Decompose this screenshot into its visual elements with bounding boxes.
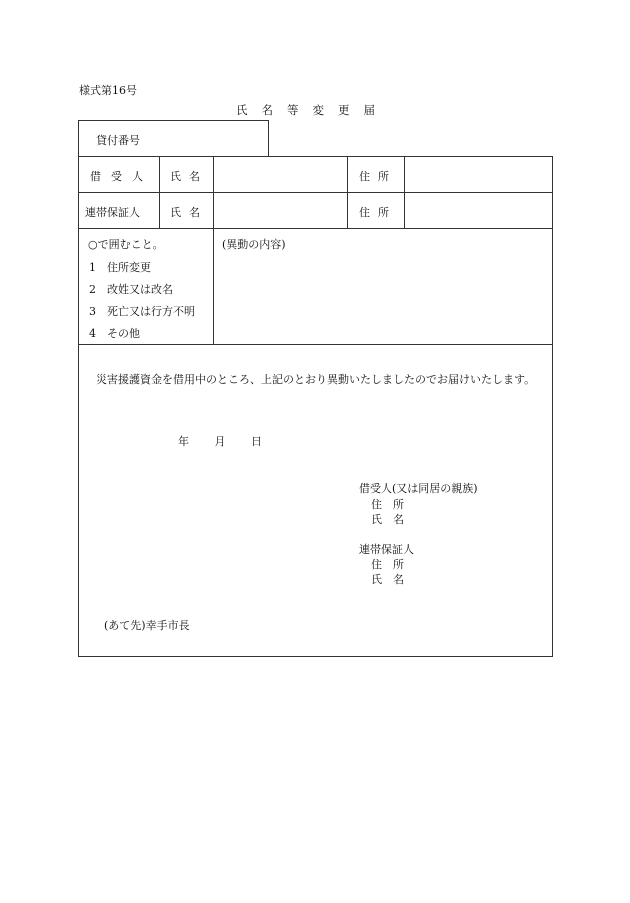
statement-text: 災害援護資金を借用中のところ、上記のとおり異動いたしましたのでお届けいたします。 — [96, 373, 536, 386]
change-option-1[interactable]: 1 住所変更 — [89, 261, 151, 274]
guarantor-label: 連帯保証人 — [85, 206, 140, 219]
date-day: 日 — [251, 435, 262, 448]
form-table — [78, 156, 553, 657]
borrower-name-label: 氏名 — [170, 170, 208, 183]
guarantor-sign-heading: 連帯保証人 — [359, 543, 414, 556]
date-month: 月 — [214, 435, 226, 448]
borrower-address-field[interactable] — [405, 157, 551, 191]
loan-number-label: 貸付番号 — [96, 134, 140, 147]
borrower-sign-name: 氏 名 — [371, 513, 404, 526]
guarantor-address-field[interactable] — [405, 193, 551, 227]
change-option-3[interactable]: 3 死亡又は行方不明 — [89, 305, 195, 318]
borrower-name-field[interactable] — [214, 157, 346, 191]
change-details-label: (異動の内容) — [222, 238, 286, 251]
change-option-2[interactable]: 2 改姓又は改名 — [89, 283, 173, 296]
change-details-field[interactable] — [214, 252, 551, 342]
guarantor-address-label: 住所 — [359, 206, 397, 219]
guarantor-name-field[interactable] — [214, 193, 346, 227]
borrower-label: 借受人 — [90, 170, 153, 183]
borrower-address-label: 住所 — [359, 170, 397, 183]
date-year: 年 — [178, 435, 189, 448]
borrower-sign-heading: 借受人(又は同居の親族) — [359, 482, 478, 495]
guarantor-name-label: 氏名 — [170, 206, 208, 219]
date-line — [178, 433, 284, 449]
col-divider-label — [159, 156, 160, 228]
page-title: 氏名等変更届 — [236, 103, 389, 117]
borrower-sign-address: 住 所 — [371, 498, 404, 511]
guarantor-sign-name: 氏 名 — [371, 573, 404, 586]
guarantor-sign-address: 住 所 — [371, 558, 404, 571]
form-number: 様式第16号 — [79, 84, 137, 97]
addressee: (あて先)幸手市長 — [104, 619, 190, 632]
change-instruction: ○で囲むこと。 — [88, 238, 164, 251]
col-divider-value — [347, 156, 348, 228]
change-option-4[interactable]: 4 その他 — [89, 327, 140, 340]
row-divider-2 — [78, 228, 553, 229]
row-divider-3 — [78, 344, 553, 345]
